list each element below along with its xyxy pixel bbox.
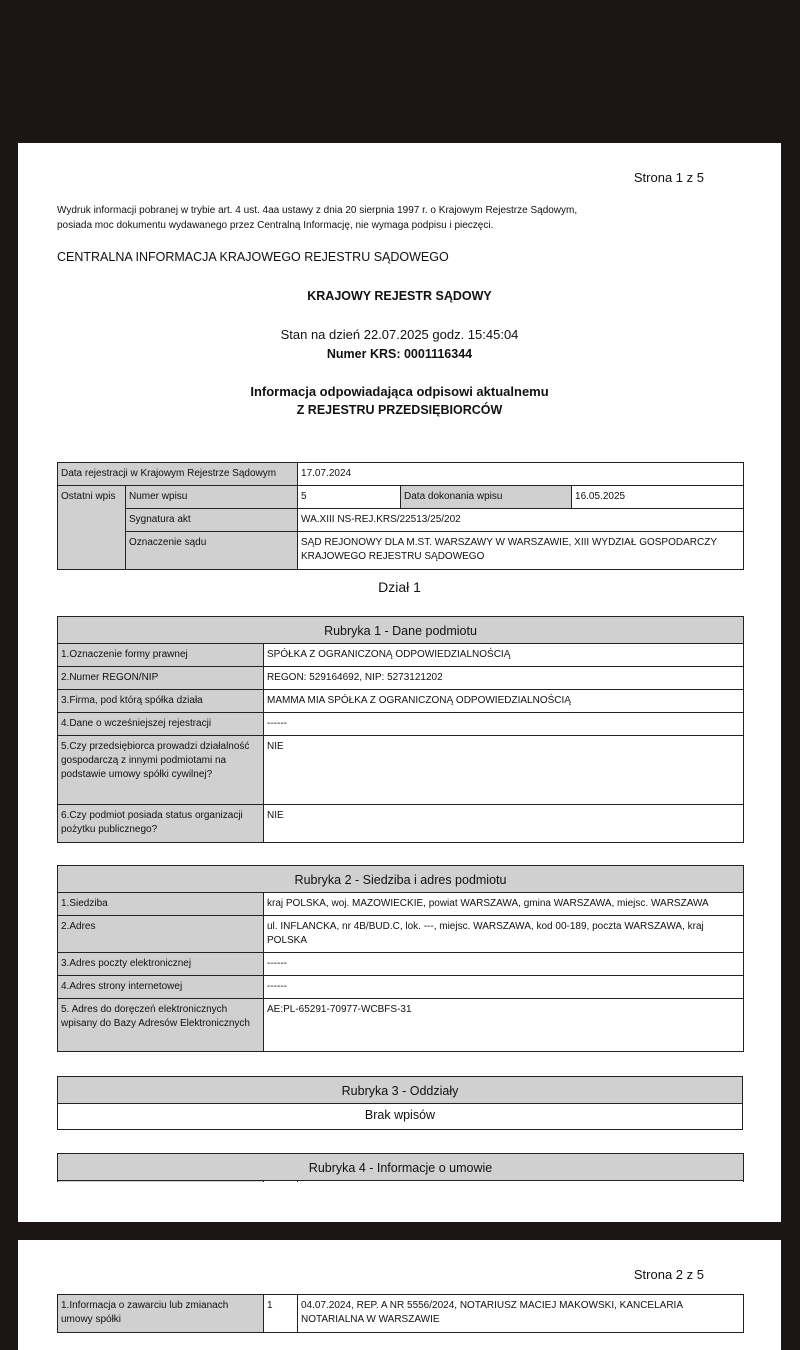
rubryka-4-title: Rubryka 4 - Informacje o umowie [58,1154,744,1181]
notice-line-2: posiada moc dokumentu wydawanego przez Centralną Informację, nie wymaga podpisu i pieczęci. [57,220,494,231]
entry-date-value: 16.05.2025 [572,486,744,509]
registry-title: KRAJOWY REJESTR SĄDOWY [307,289,492,303]
row-value: AE:PL-65291-70977-WCBFS-31 [264,999,744,1052]
table-row [58,893,744,916]
row-value: kraj POLSKA, woj. MAZOWIECKIE, powiat WARSZAWA, gmina WARSZAWA, miejsc. WARSZAWA [264,893,744,916]
info-heading-line-2: Z REJESTRU PRZEDSIĘBIORCÓW [296,403,503,417]
rubryka-1-title: Rubryka 1 - Dane podmiotu [58,617,744,644]
row-value: SPÓŁKA Z OGRANICZONĄ ODPOWIEDZIALNOŚCIĄ [264,644,744,667]
row-label: 3.Adres poczty elektronicznej [58,953,264,976]
table-row [58,486,744,509]
table-row [58,736,744,805]
entry-date-label: Data dokonania wpisu [401,486,572,509]
table-row [58,690,744,713]
info-heading-line-1: Informacja odpowiadająca odpisowi aktualnemu [250,384,549,399]
row-value: ul. INFLANCKA, nr 4B/BUD.C, lok. ---, miejsc. WARSZAWA, kod 00-189, poczta WARSZAWA, kraj POLSKA [264,916,744,953]
table-row [58,1295,744,1333]
table-row [58,644,744,667]
central-info-heading: CENTRALNA INFORMACJA KRAJOWEGO REJESTRU SĄDOWEGO [57,250,449,264]
row-label: 2.Numer REGON/NIP [58,667,264,690]
document-page-2 [18,1240,781,1350]
row-value: NIE [264,805,744,843]
row-label: 1.Siedziba [58,893,264,916]
row-value: NIE [264,736,744,805]
registration-date-label: Data rejestracji w Krajowym Rejestrze Sądowym [58,463,298,486]
table-row [58,976,744,999]
section-title: Dział 1 [378,579,421,595]
rubryka-3-table [57,1076,743,1130]
row-value: REGON: 529164692, NIP: 5273121202 [264,667,744,690]
table-row [58,916,744,953]
case-number-label: Sygnatura akt [126,509,298,532]
row-label: 3.Firma, pod którą spółka działa [58,690,264,713]
rubryka-2-table [57,865,744,1052]
rubryka-3-title: Rubryka 3 - Oddziały [58,1077,743,1104]
table-row [58,667,744,690]
rubryka-2-title: Rubryka 2 - Siedziba i adres podmiotu [58,866,744,893]
print-notice [57,203,697,233]
rubryka-1-table [57,616,744,843]
no-entries-text: Brak wpisów [58,1104,743,1130]
row-value: MAMMA MIA SPÓŁKA Z OGRANICZONĄ ODPOWIEDZIALNOŚCIĄ [264,690,744,713]
case-number-value: WA.XIII NS-REJ.KRS/22513/25/202 [298,509,744,532]
row-label: 6.Czy podmiot posiada status organizacji pożytku publicznego? [58,805,264,843]
row-label: 1.Informacja o zawarciu lub zmianach umowy spółki [58,1295,264,1333]
table-row [58,509,744,532]
row-label: 5. Adres do doręczeń elektronicznych wpisany do Bazy Adresów Elektronicznych [58,999,264,1052]
row-label: 2.Adres [58,916,264,953]
registration-date-value: 17.07.2024 [298,463,744,486]
status-date: Stan na dzień 22.07.2025 godz. 15:45:04 [280,327,519,342]
entry-number-value: 5 [298,486,401,509]
table-row [58,532,744,570]
table-row [58,999,744,1052]
row-value: ------ [264,953,744,976]
row-value: ------ [264,713,744,736]
document-page-1 [18,143,781,1222]
row-value: ------ [264,976,744,999]
notice-line-1: Wydruk informacji pobranej w trybie art. 4 ust. 4aa ustawy z dnia 20 sierpnia 1997 r. o Krajowym Rejestrze Sądowym, [57,205,578,216]
krs-number: Numer KRS: 0001116344 [326,347,473,361]
registration-table [57,462,744,570]
last-entry-label: Ostatni wpis [58,486,126,570]
table-row [58,805,744,843]
rubryka-4-continued-table [57,1294,744,1333]
court-value: SĄD REJONOWY DLA M.ST. WARSZAWY W WARSZAWIE, XIII WYDZIAŁ GOSPODARCZY KRAJOWEGO REJESTRU SĄDOWEGO [298,532,744,570]
row-label: 1.Oznaczenie formy prawnej [58,644,264,667]
row-label: 5.Czy przedsiębiorca prowadzi działalność gospodarczą z innymi podmiotami na podstawie umowy spółki cywilnej? [58,736,264,805]
entry-number-label: Numer wpisu [126,486,298,509]
page-number: Strona 2 z 5 [633,1267,704,1282]
table-row [58,463,744,486]
table-row [58,713,744,736]
table-row [58,953,744,976]
row-value: 04.07.2024, REP. A NR 5556/2024, NOTARIUSZ MACIEJ MAKOWSKI, KANCELARIA NOTARIALNA W WARSZAWIE [298,1295,744,1333]
row-number: 1 [264,1295,298,1333]
row-label: 4.Dane o wcześniejszej rejestracji [58,713,264,736]
row-label: 4.Adres strony internetowej [58,976,264,999]
court-label: Oznaczenie sądu [126,532,298,570]
page-number: Strona 1 z 5 [633,170,704,185]
